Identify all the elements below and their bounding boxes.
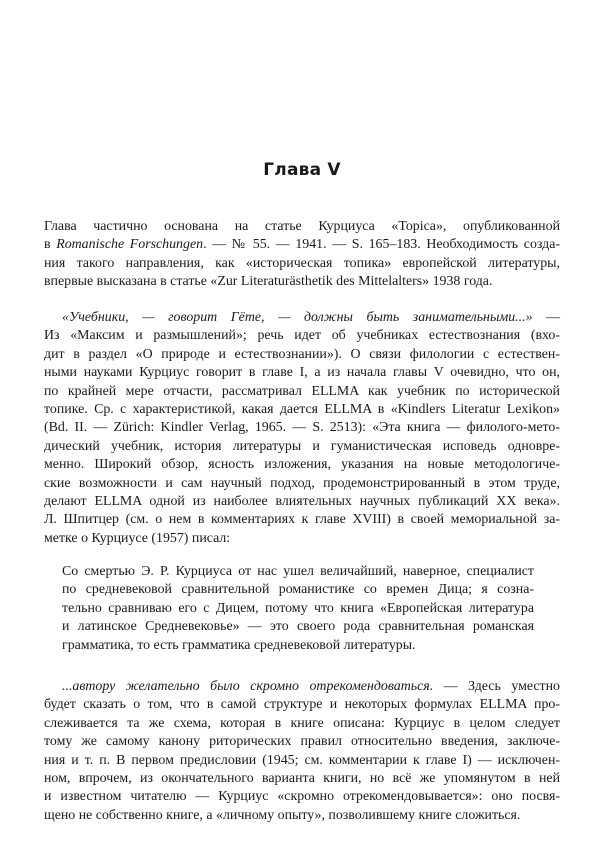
text-fragment: . — № 55. — 1941. — S. 165–183. Необходимость созда- bbox=[203, 237, 560, 253]
text-line: Л. Шпитцер (см. о нем в комментариях к главе XVIII) в своей мемориальной за- bbox=[44, 512, 560, 528]
text-line: по средневековой сравнительной романистике со времен Дица; я созна- bbox=[62, 582, 534, 598]
text-line: дит в раздел «О природе и естествознании»). О связи филологии с естествен- bbox=[44, 346, 560, 362]
text-line: ном, впрочем, из окончательного варианта книги, но всё же упомянутом в ней bbox=[44, 770, 560, 786]
text-fragment: — Здесь уместно bbox=[433, 679, 560, 694]
paragraph-source-note bbox=[44, 218, 560, 292]
text-line bbox=[44, 309, 560, 327]
block-quote-spitzer bbox=[62, 563, 534, 655]
text-line: Из «Максим и размышлений»; речь идет об учебниках естествознания (вхо- bbox=[44, 328, 560, 344]
text-line: и известном читателю — Курциус «скромно отрекомендовывается»: оно посвя- bbox=[44, 789, 560, 805]
text-line bbox=[44, 236, 560, 254]
text-line: ния и т. п. В первом предисловии (1945; см. комментарии к главе I) — исключен- bbox=[44, 752, 560, 768]
chapter-title: Глава V bbox=[263, 160, 341, 180]
paragraph-goethe-note bbox=[44, 309, 560, 548]
text-fragment: в bbox=[44, 237, 57, 253]
text-line: дический учебник, история литературы и гуманистическая исповедь одновре- bbox=[44, 438, 560, 454]
text-line: тельно сравниваю его с Дицем, потому что книга «Европейская литература bbox=[62, 600, 534, 616]
text-line: Глава частично основана на статье Курциуса «Topica», опубликованной bbox=[44, 219, 560, 234]
text-line: и латинское Средневековье» — это своего рода сравнительная романская bbox=[62, 619, 534, 635]
text-line: впервые высказана в статье «Zur Literaturästhetik des Mittelalters» 1938 года. bbox=[44, 274, 493, 290]
text-line: ния такого направления, как «историческая топика» европейской литературы, bbox=[44, 255, 560, 271]
text-line: будет сказать о том, что в самой структуре и некоторых формулах ELLMA про- bbox=[44, 697, 560, 713]
text-line: ские возможности и сам научный подход, продемонстрированный в этом труде, bbox=[44, 475, 560, 491]
text-line: топике. Ср. с характеристикой, какая дается ELLMA в «Kindlers Literatur Lexikon» bbox=[44, 401, 560, 417]
italic-text: Romanische Forschungen bbox=[56, 237, 204, 253]
text-line: ными науками Курциус говорит в главе I, а из начала главы V очевидно, что он, bbox=[44, 365, 560, 381]
italic-text: ...автору желательно было скромно отрекомендоваться. bbox=[62, 679, 434, 694]
text-line: (Bd. II. — Zürich: Kindler Verlag, 1965. — S. 2513): «Эта книга — филолого-мето- bbox=[44, 420, 560, 436]
text-line: делают ELLMA одной из наиболее влиятельных научных публикаций XX века». bbox=[44, 493, 560, 509]
text-line: по крайней мере отчасти, рассматривал ELLMA как учебник по исторической bbox=[44, 383, 560, 399]
italic-text: «Учебники, — говорит Гёте, — должны быть занимательными...» bbox=[62, 310, 533, 325]
text-line: тому же самому канону риторических правил относительно введения, заключе- bbox=[44, 734, 560, 750]
text-line: грамматика, то есть грамматика средневековой литературы. bbox=[62, 637, 416, 653]
paragraph-modesty-note bbox=[44, 678, 560, 825]
text-fragment: — bbox=[532, 310, 560, 325]
text-line: Со смертью Э. Р. Курциуса от нас ушел величайший, наверное, специалист bbox=[62, 564, 534, 579]
text-line: метке о Курциусе (1957) писал: bbox=[44, 530, 231, 546]
text-line: щено не собственно книге, а «личному опыту», позволившему книге сложиться. bbox=[44, 807, 521, 823]
text-line: менно. Широкий обзор, ясность изложения, указания на новые методологиче- bbox=[44, 457, 560, 473]
text-line: слеживается та же схема, которая в книге описана: Курциус в целом следует bbox=[44, 715, 560, 731]
text-line bbox=[44, 678, 560, 696]
